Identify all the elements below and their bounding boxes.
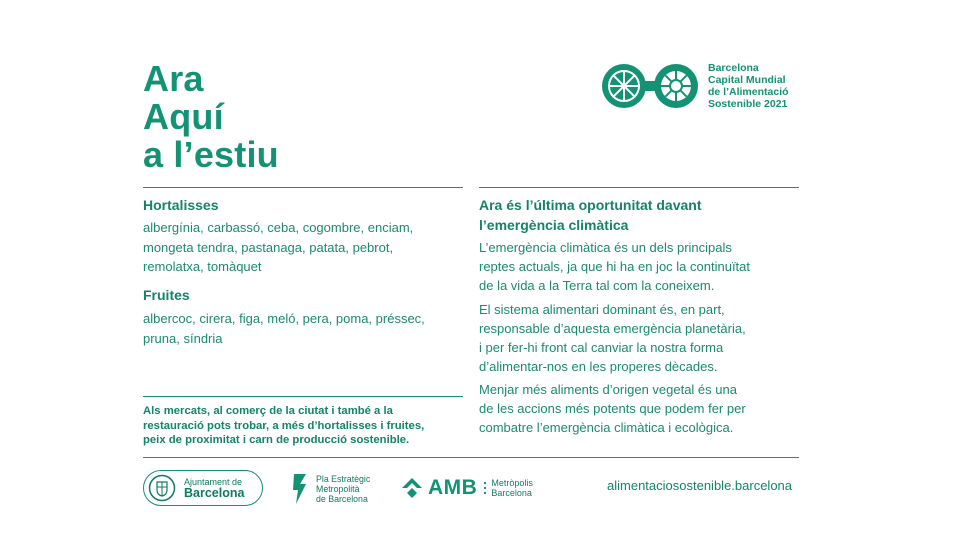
website-link[interactable]: alimentaciosostenible.barcelona <box>607 478 793 493</box>
pla-estrategic-mark-icon <box>290 472 310 506</box>
title-line-1: Ara <box>143 58 204 99</box>
fruites-list <box>143 309 425 348</box>
logo-line-2: Capital Mundial <box>708 74 786 86</box>
pla-line-1: Pla Estratègic <box>316 474 371 484</box>
left-note-divider <box>143 396 463 397</box>
fruites-heading: Fruites <box>143 287 190 303</box>
p2-line-2: responsable d’aquesta emergència planetària, <box>479 321 746 336</box>
hortalisses-line-3: remolatxa, tomàquet <box>143 259 262 274</box>
amb-sub-line-1: Metròpolis <box>491 477 533 488</box>
p1-line-2: reptes actuals, ja que hi ha en joc la continuïtat <box>479 259 751 274</box>
amb-chevron-icon <box>400 476 424 500</box>
p3-line-1: Menjar més aliments d’origen vegetal és una <box>479 382 737 397</box>
capital-alimentacio-logo <box>600 60 789 112</box>
wheels-icon <box>600 60 700 112</box>
note-line-1: Als mercats, al comerç de la ciutat i també a la <box>143 405 393 417</box>
pla-estrategic-text <box>316 474 370 504</box>
fruites-line-2: pruna, síndria <box>143 330 223 346</box>
ajuntament-line-1: Ajuntament de <box>184 477 243 487</box>
hortalisses-line-2: mongeta tendra, pastanaga, patata, pebrot, <box>143 239 394 255</box>
p1-line-1: L’emergència climàtica és un dels principals <box>479 240 732 255</box>
logo-line-1: Barcelona <box>708 62 759 74</box>
climate-heading-line-2: l’emergència climàtica <box>479 217 629 233</box>
p2-line-1: El sistema alimentari dominant és, en part, <box>479 302 725 317</box>
logo-text <box>708 62 789 110</box>
amb-logo[interactable] <box>400 476 533 500</box>
ajuntament-logo[interactable] <box>143 470 263 506</box>
ajuntament-line-2: Barcelona <box>184 486 245 500</box>
logo-line-4: Sostenible 2021 <box>708 98 788 110</box>
city-seal-icon <box>148 474 176 502</box>
p1-line-3: de la vida a la Terra tal com la coneixem. <box>479 278 715 293</box>
hortalisses-heading: Hortalisses <box>143 197 219 213</box>
pla-line-2: Metropolità <box>316 484 360 494</box>
note-line-3: peix de proximitat i carn de producció sostenible. <box>143 434 410 446</box>
climate-heading-line-1: Ara és l’última oportunitat davant <box>479 197 702 213</box>
right-top-divider <box>479 187 799 188</box>
note-line-2: restauració pots trobar, a més d’hortalisses i fruites, <box>143 419 425 432</box>
left-top-divider <box>143 187 463 188</box>
pla-line-3: de Barcelona <box>316 494 368 504</box>
p3-line-2: de les accions més potents que podem fer per <box>479 401 746 416</box>
amb-sub-line-2: Barcelona <box>491 488 532 498</box>
hortalisses-list <box>143 218 413 277</box>
amb-wordmark: AMB <box>428 476 478 499</box>
title-line-3: a l’estiu <box>143 134 279 175</box>
amb-subtitle <box>491 478 533 499</box>
amb-separator <box>484 482 486 494</box>
climate-paragraph-1 <box>479 238 750 295</box>
markets-note <box>143 404 424 448</box>
page-title <box>143 60 279 174</box>
p2-line-3: i per fer-hi front cal canviar la nostra forma <box>479 340 724 355</box>
climate-paragraph-2 <box>479 300 746 376</box>
hortalisses-line-1: albergínia, carbassó, ceba, cogombre, enciam, <box>143 220 414 235</box>
logo-line-3: de l’Alimentació <box>708 86 789 98</box>
p2-line-4: d’alimentar-nos en les properes dècades. <box>479 359 718 374</box>
pla-estrategic-logo[interactable] <box>290 472 370 506</box>
footer-divider <box>143 457 799 458</box>
ajuntament-text <box>184 477 244 499</box>
climate-heading <box>479 195 701 235</box>
title-line-2: Aquí <box>143 96 224 137</box>
climate-paragraph-3 <box>479 380 746 437</box>
p3-line-3: combatre l’emergència climàtica i ecològica. <box>479 420 734 435</box>
fruites-line-1: albercoc, cirera, figa, meló, pera, poma, préssec, <box>143 311 425 326</box>
